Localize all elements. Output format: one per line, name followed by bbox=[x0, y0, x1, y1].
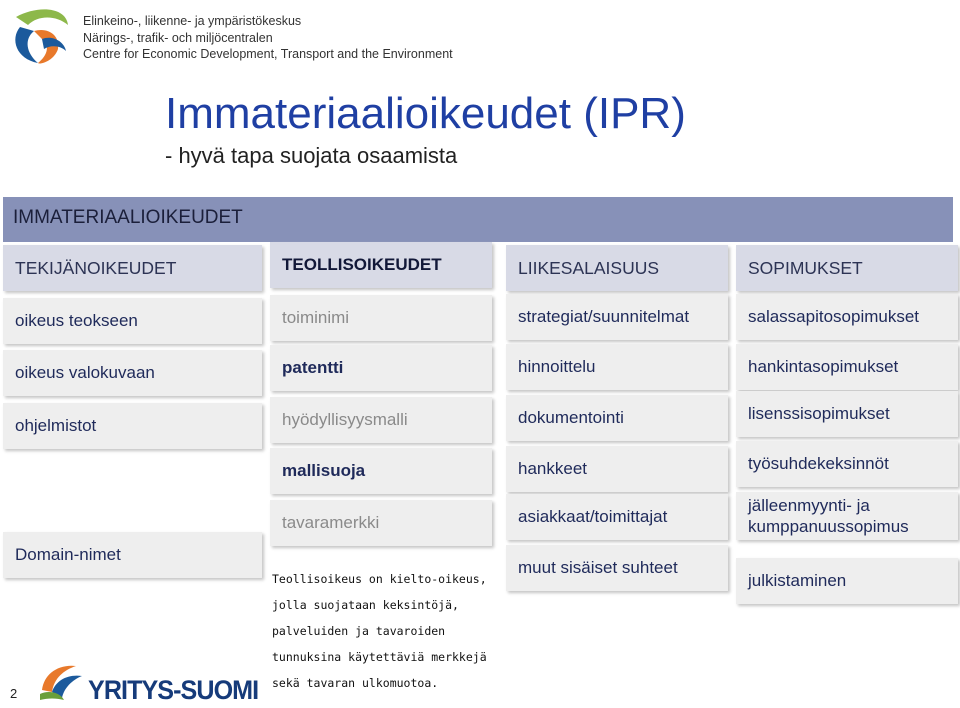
copyright-item: Domain-nimet bbox=[3, 532, 262, 578]
contract-item: julkistaminen bbox=[736, 558, 958, 604]
column-header-contracts: SOPIMUKSET bbox=[736, 245, 958, 291]
contract-item: lisenssisopimukset bbox=[736, 391, 958, 437]
org-name-sv: Närings-, trafik- och miljöcentralen bbox=[83, 31, 273, 45]
trade-secret-item: dokumentointi bbox=[506, 395, 728, 441]
ely-logo bbox=[8, 5, 73, 67]
trade-secret-item: muut sisäiset suhteet bbox=[506, 545, 728, 591]
slide-subtitle: - hyvä tapa suojata osaamista bbox=[165, 143, 458, 168]
org-name-fi: Elinkeino-, liikenne- ja ympäristökeskus bbox=[83, 14, 302, 28]
industrial-item: mallisuoja bbox=[270, 448, 492, 494]
contract-item: salassapitosopimukset bbox=[736, 294, 958, 340]
copyright-item: ohjelmistot bbox=[3, 403, 262, 449]
industrial-item: hyödyllisyysmalli bbox=[270, 397, 492, 443]
org-name-en: Centre for Economic Development, Transport and the Environment bbox=[83, 47, 453, 61]
slide-title: Immateriaalioikeudet (IPR) bbox=[165, 89, 686, 138]
copyright-item: oikeus valokuvaan bbox=[3, 350, 262, 396]
copyright-item: oikeus teokseen bbox=[3, 298, 262, 344]
industrial-item: toiminimi bbox=[270, 295, 492, 341]
trade-secret-item: hinnoittelu bbox=[506, 344, 728, 390]
industrial-item: tavaramerkki bbox=[270, 500, 492, 546]
ely-logo-mark-icon bbox=[8, 5, 73, 67]
trade-secret-item: hankkeet bbox=[506, 446, 728, 492]
contract-item: hankintasopimukset bbox=[736, 344, 958, 390]
ipr-banner bbox=[3, 197, 953, 242]
yritys-suomi-logo bbox=[38, 660, 86, 702]
yritys-suomi-mark-icon bbox=[38, 660, 86, 702]
trade-secret-item: strategiat/suunnitelmat bbox=[506, 294, 728, 340]
ipr-banner-label: IMMATERIAALIOIKEUDET bbox=[13, 207, 243, 228]
industrial-item: patentti bbox=[270, 345, 492, 391]
trade-secret-item: asiakkaat/toimittajat bbox=[506, 494, 728, 540]
contract-item: jälleenmyynti- ja kumppanuussopimus bbox=[736, 492, 958, 540]
column-header-copyright: TEKIJÄNOIKEUDET bbox=[3, 245, 262, 291]
column-header-trade-secret: LIIKESALAISUUS bbox=[506, 245, 728, 291]
yritys-suomi-wordmark: YRITYS-SUOMI bbox=[88, 675, 259, 705]
contract-item: työsuhdekeksinnöt bbox=[736, 441, 958, 487]
column-header-industrial: TEOLLISOIKEUDET bbox=[270, 242, 492, 288]
industrial-rights-note: Teollisoikeus on kielto-oikeus, jolla suojataan keksintöjä, palveluiden ja tavaroiden tunnuksina käytettäviä merkkejä sekä tavaran ulkomuotoa. bbox=[272, 572, 487, 690]
page-number: 2 bbox=[10, 686, 18, 701]
